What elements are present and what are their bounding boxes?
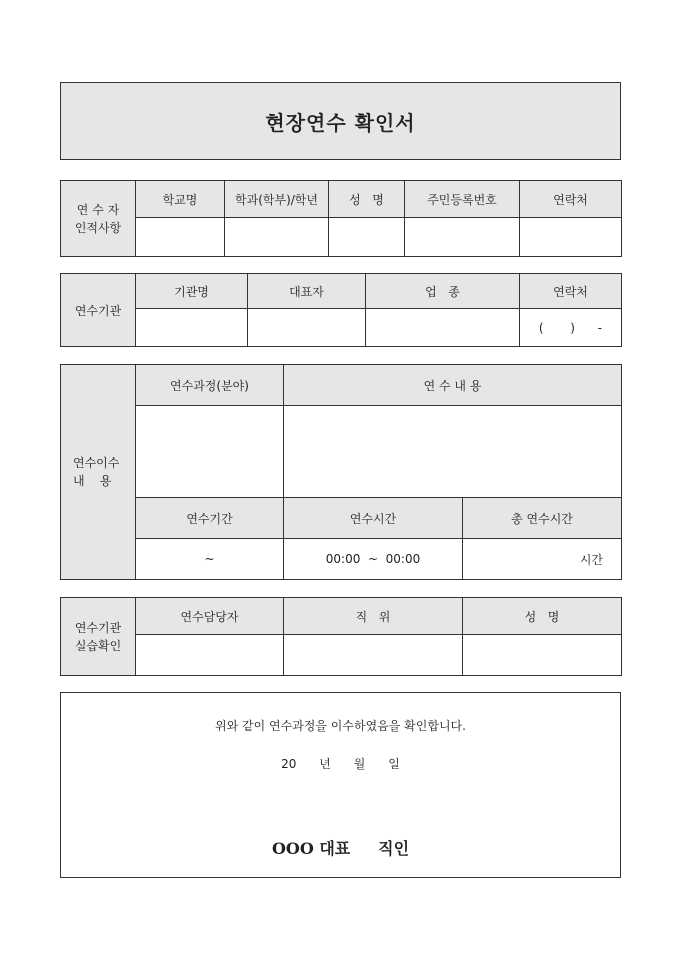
title-box xyxy=(60,82,621,160)
institution-contact-field[interactable]: ( ) - xyxy=(520,309,622,347)
statement-box xyxy=(60,692,621,878)
department-field[interactable] xyxy=(225,218,329,257)
total-time-field[interactable] xyxy=(463,539,622,580)
training-row-label xyxy=(61,365,136,580)
confirmation-table xyxy=(60,597,622,676)
name-field[interactable] xyxy=(329,218,405,257)
period-field[interactable]: ~ xyxy=(136,539,284,580)
training-row-label-line1: 연수이수 xyxy=(73,456,120,470)
institution-row-label: 연수기관 xyxy=(61,274,136,347)
contact-field[interactable] xyxy=(520,218,622,257)
header-department: 학과(학부)/학년 xyxy=(225,181,329,218)
manager-field[interactable] xyxy=(136,635,284,676)
header-total-time: 총 연수시간 xyxy=(463,498,622,539)
header-content: 연 수 내 용 xyxy=(284,365,622,406)
training-table xyxy=(60,364,622,580)
document-title: 현장연수 확인서 xyxy=(265,110,416,135)
header-resident-number: 주민등록번호 xyxy=(405,181,520,218)
institution-name-field[interactable] xyxy=(136,309,248,347)
trainee-row-label xyxy=(61,181,136,257)
resident-number-field[interactable] xyxy=(405,218,520,257)
header-name: 성 명 xyxy=(329,181,405,218)
content-field[interactable] xyxy=(284,406,622,498)
statement-signer: OOO 대표 직인 xyxy=(271,839,410,858)
trainee-info-table xyxy=(60,180,622,257)
time-field[interactable]: 00:00 ~ 00:00 xyxy=(284,539,463,580)
header-confirm-name: 성 명 xyxy=(463,598,622,635)
business-type-field[interactable] xyxy=(366,309,520,347)
header-time: 연수시간 xyxy=(284,498,463,539)
trainee-row-label-line1: 연 수 자 xyxy=(76,202,120,217)
confirmation-row-label xyxy=(61,598,136,676)
header-position: 직 위 xyxy=(284,598,463,635)
confirmation-row-label-line2: 실습확인 xyxy=(74,638,122,653)
header-period: 연수기간 xyxy=(136,498,284,539)
trainee-row-label-line2: 인적사항 xyxy=(74,220,122,235)
representative-field[interactable] xyxy=(248,309,366,347)
confirmation-row-label-line1: 연수기관 xyxy=(74,620,122,635)
institution-table xyxy=(60,273,622,347)
header-institution-contact: 연락처 xyxy=(520,274,622,309)
total-time-unit: 시간 xyxy=(579,552,603,567)
school-field[interactable] xyxy=(136,218,225,257)
statement-date[interactable]: 20 년 월 일 xyxy=(281,757,400,771)
statement-text: 위와 같이 연수과정을 이수하였음을 확인합니다. xyxy=(215,719,466,733)
course-field[interactable] xyxy=(136,406,284,498)
header-course: 연수과정(분야) xyxy=(136,365,284,406)
header-manager: 연수담당자 xyxy=(136,598,284,635)
header-business-type: 업 종 xyxy=(366,274,520,309)
confirm-name-field[interactable] xyxy=(463,635,622,676)
header-institution-name: 기관명 xyxy=(136,274,248,309)
training-row-label-line2: 내 용 xyxy=(73,474,112,488)
header-representative: 대표자 xyxy=(248,274,366,309)
position-field[interactable] xyxy=(284,635,463,676)
header-contact: 연락처 xyxy=(520,181,622,218)
header-school: 학교명 xyxy=(136,181,225,218)
